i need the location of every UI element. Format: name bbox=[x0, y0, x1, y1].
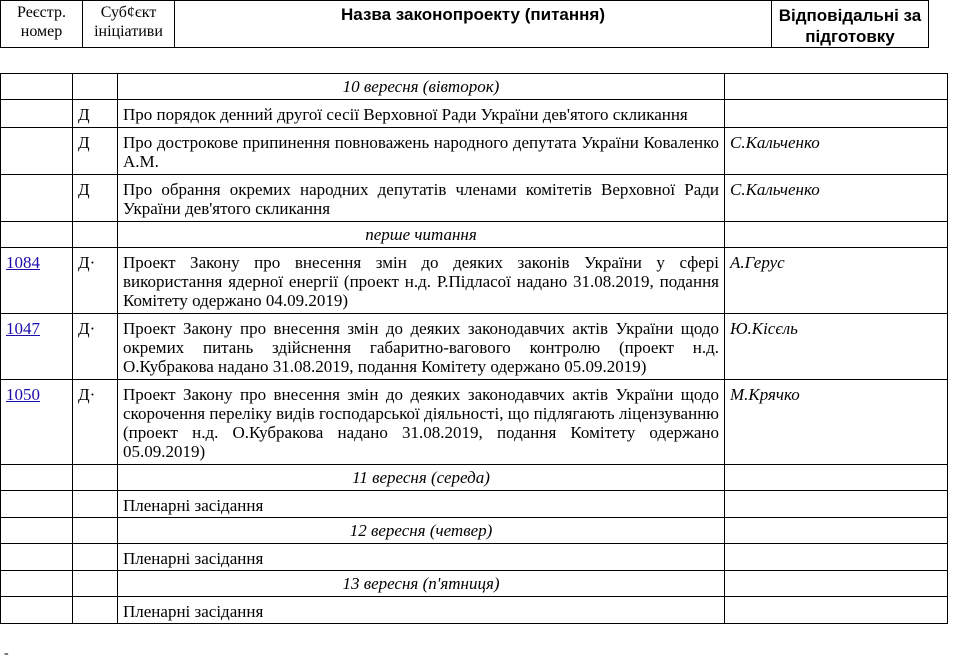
item-text: Про дострокове припинення повноважень народного депутата України Коваленко А.М. bbox=[118, 128, 725, 175]
empty-cell bbox=[73, 465, 118, 491]
table-row bbox=[1, 544, 948, 571]
table-row bbox=[1, 128, 948, 175]
header-row bbox=[1, 1, 929, 48]
plenary-text: Пленарні засідання bbox=[118, 544, 725, 571]
empty-cell bbox=[725, 544, 948, 571]
empty-cell bbox=[73, 222, 118, 248]
empty-cell bbox=[1, 597, 73, 624]
header-title: Назва законопроекту (питання) bbox=[175, 1, 772, 48]
empty-cell bbox=[725, 597, 948, 624]
empty-cell bbox=[1, 544, 73, 571]
empty-cell bbox=[725, 222, 948, 248]
subject-cell: Д bbox=[73, 175, 118, 222]
bill-link-1047[interactable]: 1047 bbox=[6, 319, 40, 338]
agenda-table bbox=[0, 73, 948, 624]
responsible-cell: А.Герус bbox=[725, 248, 948, 314]
empty-cell bbox=[725, 491, 948, 518]
header-reg-number: Реєстр. номер bbox=[1, 1, 83, 48]
empty-cell bbox=[1, 491, 73, 518]
empty-cell bbox=[73, 544, 118, 571]
table-row bbox=[1, 248, 948, 314]
plenary-text: Пленарні засідання bbox=[118, 597, 725, 624]
responsible-cell: М.Крячко bbox=[725, 380, 948, 465]
empty-cell bbox=[725, 465, 948, 491]
section-row-first-reading bbox=[1, 222, 948, 248]
day-title: 12 вересня (четвер) bbox=[118, 518, 725, 544]
reg-number-cell bbox=[1, 380, 73, 465]
empty-cell bbox=[725, 571, 948, 597]
empty-cell bbox=[1, 100, 73, 128]
table-row bbox=[1, 380, 948, 465]
plenary-text: Пленарні засідання bbox=[118, 491, 725, 518]
responsible-cell: С.Кальченко bbox=[725, 175, 948, 222]
footer-mark: - bbox=[4, 646, 9, 661]
responsible-cell bbox=[725, 100, 948, 128]
item-text: Про порядок денний другої сесії Верховної Ради України дев'ятого скликання bbox=[118, 100, 725, 128]
subject-cell: Д bbox=[73, 100, 118, 128]
bill-text: Проект Закону про внесення змін до деяких законодавчих актів України щодо окремих питань здійснення габаритно-вагового контролю (проект н.д. О.Кубракова надано 31.08.2019, подання Комітету одержано 05.09.2019) bbox=[118, 314, 725, 380]
bill-link-1084[interactable]: 1084 bbox=[6, 253, 40, 272]
empty-cell bbox=[73, 597, 118, 624]
empty-cell bbox=[725, 518, 948, 544]
responsible-cell: Ю.Кісєль bbox=[725, 314, 948, 380]
day-row-13 bbox=[1, 571, 948, 597]
empty-cell bbox=[73, 571, 118, 597]
bill-link-1050[interactable]: 1050 bbox=[6, 385, 40, 404]
subject-cell: Д· bbox=[73, 248, 118, 314]
day-title: 13 вересня (п'ятниця) bbox=[118, 571, 725, 597]
subject-cell: Д· bbox=[73, 314, 118, 380]
subject-cell: Д· bbox=[73, 380, 118, 465]
empty-cell bbox=[1, 175, 73, 222]
empty-cell bbox=[73, 518, 118, 544]
day-title: 10 вересня (вівторок) bbox=[118, 74, 725, 100]
header-subject: Суб¢єкт ініціативи bbox=[83, 1, 175, 48]
subject-cell: Д bbox=[73, 128, 118, 175]
day-row-12 bbox=[1, 518, 948, 544]
day-row-10 bbox=[1, 74, 948, 100]
bill-text: Проект Закону про внесення змін до деяких законів України у сфері використання ядерної енергії (проект н.д. Р.Підласої надано 31.08.2019, подання Комітету одержано 04.09.2019) bbox=[118, 248, 725, 314]
empty-cell bbox=[73, 491, 118, 518]
table-row bbox=[1, 491, 948, 518]
empty-cell bbox=[1, 465, 73, 491]
reg-number-cell bbox=[1, 248, 73, 314]
header-table bbox=[0, 0, 929, 48]
bill-text: Проект Закону про внесення змін до деяких законодавчих актів України щодо скорочення переліку видів господарської діяльності, що підлягають ліцензуванню (проект н.д. О.Кубракова надано 31.08.2019, подання Комітету одержано 05.09.2019) bbox=[118, 380, 725, 465]
table-row bbox=[1, 314, 948, 380]
empty-cell bbox=[725, 74, 948, 100]
empty-cell bbox=[1, 74, 73, 100]
table-row bbox=[1, 100, 948, 128]
empty-cell bbox=[1, 571, 73, 597]
header-responsible: Відповідальні за підготовку bbox=[772, 1, 929, 48]
empty-cell bbox=[73, 74, 118, 100]
reg-number-cell bbox=[1, 314, 73, 380]
day-row-11 bbox=[1, 465, 948, 491]
empty-cell bbox=[1, 128, 73, 175]
table-row bbox=[1, 175, 948, 222]
section-title: перше читання bbox=[118, 222, 725, 248]
table-row bbox=[1, 597, 948, 624]
responsible-cell: С.Кальченко bbox=[725, 128, 948, 175]
day-title: 11 вересня (середа) bbox=[118, 465, 725, 491]
item-text: Про обрання окремих народних депутатів членами комітетів Верховної Ради України дев'ятого скликання bbox=[118, 175, 725, 222]
empty-cell bbox=[1, 222, 73, 248]
empty-cell bbox=[1, 518, 73, 544]
